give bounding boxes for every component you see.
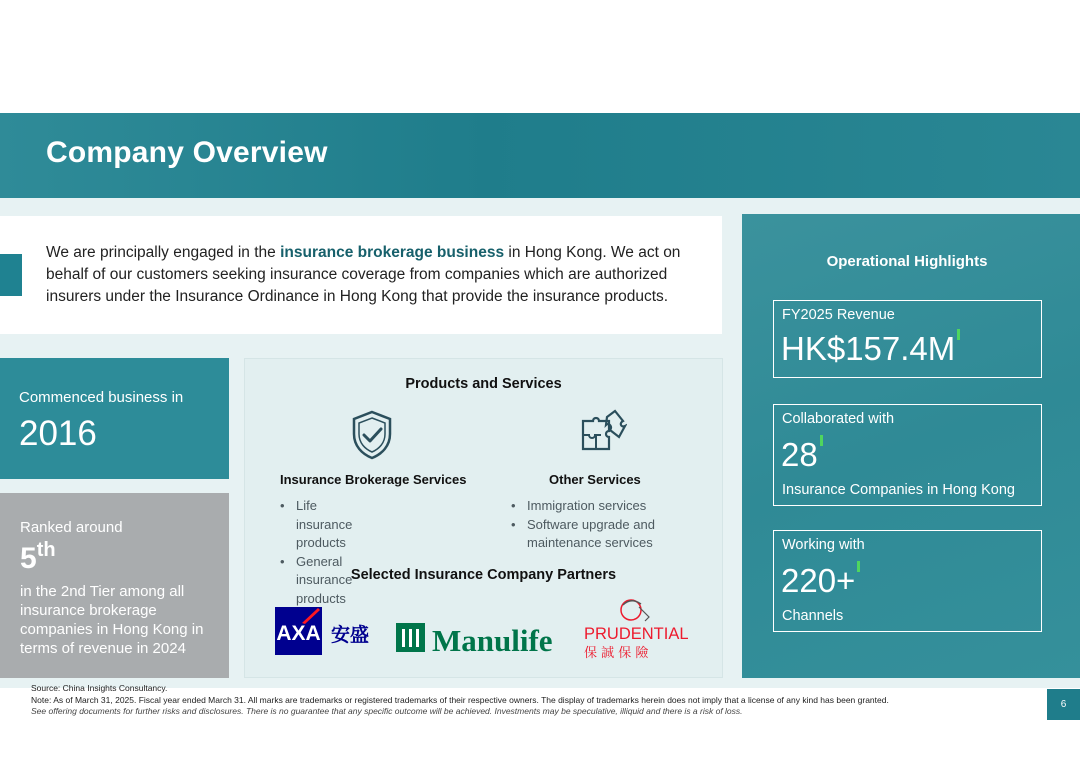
ranked-value [20, 539, 56, 576]
commenced-label: Commenced business in [19, 389, 184, 406]
intro-panel [0, 216, 722, 334]
card-value [781, 329, 960, 368]
list-item: • General insurance products [280, 553, 352, 609]
ranked-box [0, 493, 229, 678]
card-caption: Collaborated with [782, 411, 895, 427]
footnote-marker [857, 561, 860, 572]
service-list [511, 497, 681, 553]
shield-check-icon [349, 409, 395, 466]
service-list [280, 497, 352, 608]
operational-highlights-panel [742, 214, 1080, 678]
service-name: Insurance Brokerage Services [280, 472, 467, 487]
intro-text [46, 242, 696, 308]
footer-notes [31, 683, 889, 718]
intro-text-before: We are principally engaged in the [46, 244, 281, 261]
footnote-marker [820, 435, 823, 446]
card-subtitle: Insurance Companies in Hong Kong [782, 482, 1015, 498]
page-title: Company Overview [46, 136, 328, 169]
accent-bar [0, 254, 22, 296]
puzzle-icon [579, 409, 627, 462]
prudential-logo [583, 597, 691, 666]
manulife-logo [396, 621, 564, 660]
axa-chinese-name: 安盛 [331, 624, 370, 646]
footnote-marker [957, 329, 960, 340]
card-caption: Working with [782, 537, 865, 553]
footer-disclaimer: See offering documents for further risks and disclosures. There is no guarantee that any specific outcome will be achieved. Investments may be speculative, illiquid and there is a risk of loss. [31, 706, 743, 716]
commenced-box [0, 358, 229, 479]
card-subtitle: Channels [782, 608, 844, 624]
products-panel [244, 358, 723, 678]
revenue-value: HK$157.4M [781, 330, 956, 367]
highlights-title: Operational Highlights [826, 253, 988, 270]
collaboration-card [773, 404, 1042, 506]
list-item: • Immigration services [511, 497, 681, 516]
header-banner [0, 113, 1080, 198]
card-caption: FY2025 Revenue [782, 307, 895, 323]
partners-title: Selected Insurance Company Partners [350, 567, 617, 583]
footer-source: Source: China Insights Consultancy. [31, 683, 168, 693]
axa-logo [275, 607, 375, 660]
service-name: Other Services [549, 472, 641, 487]
ranked-description: in the 2nd Tier among all insurance brokerage companies in Hong Kong in terms of revenue in 2024 [20, 583, 204, 657]
prudential-chinese-name: 保 誠 保 險 [584, 646, 649, 661]
prudential-name: PRUDENTIAL [584, 625, 689, 643]
revenue-card [773, 300, 1042, 378]
intro-text-after: in Hong Kong. We act on behalf of our customers seeking insurance coverage from companies which are authorized insurers under the Insurance Ordinance in Hong Kong that provide the insurance products. [46, 244, 681, 305]
rank-number: 5 [20, 542, 37, 575]
commenced-year: 2016 [19, 414, 97, 453]
ranked-label: Ranked around [20, 519, 123, 536]
footer-note: Note: As of March 31, 2025. Fiscal year ended March 31. All marks are trademarks or registered trademarks of their respective owners. The display of trademarks herein does not imply that a license of any kind has been granted. [31, 694, 889, 705]
card-value [781, 561, 860, 600]
page-number: 6 [1047, 689, 1080, 720]
manulife-name: Manulife [432, 623, 553, 655]
collaboration-value: 28 [781, 436, 818, 473]
intro-highlight: insurance brokerage business [280, 244, 505, 261]
rank-suffix: th [36, 539, 56, 561]
card-value [781, 435, 823, 474]
svg-text:AXA: AXA [276, 622, 321, 645]
list-item: • Software upgrade and maintenance services [511, 516, 681, 553]
products-title: Products and Services [405, 376, 562, 392]
channels-value: 220+ [781, 562, 856, 599]
channels-card [773, 530, 1042, 632]
list-item: • Life insurance products [280, 497, 352, 553]
